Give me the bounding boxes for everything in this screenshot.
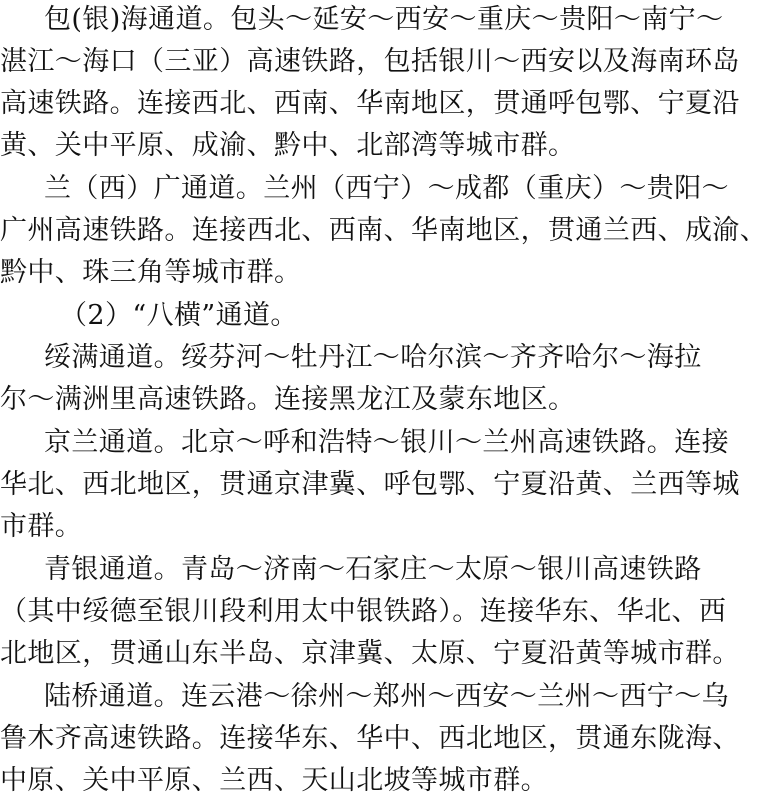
paragraph-4-line-1: 京兰通道。北京～呼和浩特～银川～兰州高速铁路。连接	[44, 427, 729, 458]
section-heading: （2）“八横”通道。	[60, 300, 298, 331]
paragraph-2-line-2: 广州高速铁路。连接西北、西南、华南地区，贯通兰西、成渝、	[0, 215, 767, 246]
paragraph-3-line-1: 绥满通道。绥芬河～牡丹江～哈尔滨～齐齐哈尔～海拉	[44, 342, 702, 373]
paragraph-4-line-2: 华北、西北地区，贯通京津冀、呼包鄂、宁夏沿黄、兰西等城	[0, 469, 740, 500]
paragraph-1-line-3: 高速铁路。连接西北、西南、华南地区，贯通呼包鄂、宁夏沿	[0, 88, 740, 119]
paragraph-4-line-3: 市群。	[0, 511, 83, 542]
paragraph-6-line-3: 中原、关中平原、兰西、天山北坡等城市群。	[0, 765, 548, 796]
paragraph-6-line-2: 鲁木齐高速铁路。连接华东、华中、西北地区，贯通东陇海、	[0, 723, 740, 754]
paragraph-1-line-4: 黄、关中平原、成渝、黔中、北部湾等城市群。	[0, 130, 576, 161]
paragraph-5-line-3: 北地区，贯通山东半岛、京津冀、太原、宁夏沿黄等城市群。	[0, 638, 740, 669]
paragraph-5-line-1: 青银通道。青岛～济南～石家庄～太原～银川高速铁路	[44, 554, 702, 585]
paragraph-6-line-1: 陆桥通道。连云港～徐州～郑州～西安～兰州～西宁～乌	[44, 681, 729, 712]
paragraph-5-line-2: （其中绥德至银川段利用太中银铁路）。连接华东、华北、西	[0, 596, 727, 627]
paragraph-1-line-1: 包(银)海通道。包头～延安～西安～重庆～贵阳～南宁～	[44, 4, 724, 35]
paragraph-1-line-2: 湛江～海口（三亚）高速铁路，包括银川～西安以及海南环岛	[0, 46, 740, 77]
paragraph-2-line-3: 黔中、珠三角等城市群。	[0, 257, 302, 288]
paragraph-3-line-2: 尔～满洲里高速铁路。连接黑龙江及蒙东地区。	[0, 384, 576, 415]
paragraph-2-line-1: 兰（西）广通道。兰州（西宁）～成都（重庆）～贵阳～	[44, 173, 729, 204]
